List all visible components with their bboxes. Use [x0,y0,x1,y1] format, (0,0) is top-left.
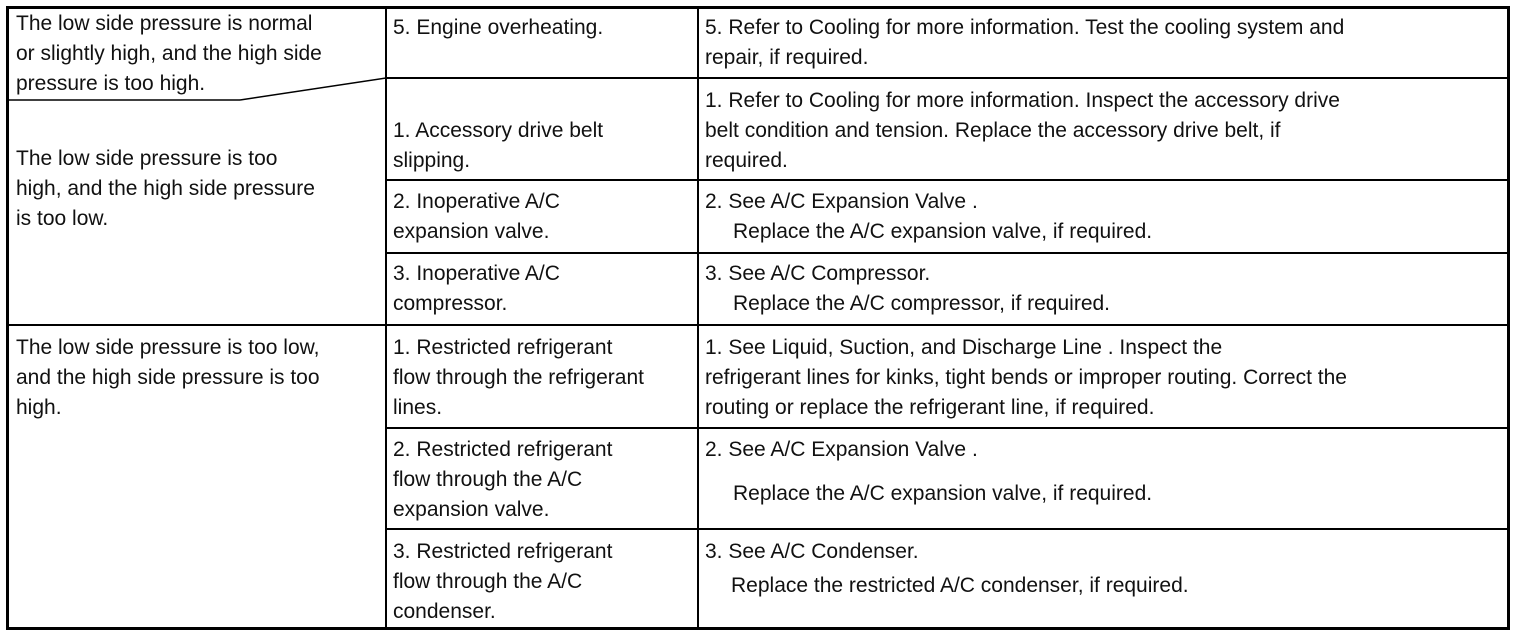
action-line: 3. See A/C Condenser. [705,540,919,563]
cause-cell [387,435,618,525]
action-line: 2. See A/C Expansion Valve . [705,190,978,213]
action-cell [699,13,1350,73]
cause-line: compressor. [393,292,508,315]
action-line: Replace the restricted A/C condenser, if required. [731,574,1189,597]
cause-line: lines. [393,396,443,419]
action-line: routing or replace the refrigerant line, if required. [705,396,1155,419]
action-cell [699,187,1158,247]
action-line: refrigerant lines for kinks, tight bends or improper routing. Correct the [705,366,1347,389]
cause-line: flow through the A/C [393,570,583,593]
cause-cell [387,333,650,423]
cause-cell [387,259,566,319]
action-cell [699,86,1346,176]
cause-cell [387,187,566,247]
action-cell [699,333,1353,423]
cause-line: flow through the A/C [393,468,583,491]
cause-line: 5. Engine overheating. [393,16,604,39]
action-cell [699,537,1195,601]
action-line: Replace the A/C compressor, if required. [733,292,1111,315]
condition-cell [10,333,326,423]
cause-cell [387,116,609,176]
condition-cell [10,144,321,234]
cause-cell [387,537,618,627]
cause-line: condenser. [393,600,496,623]
action-line: 5. Refer to Cooling for more information. Test the cooling system and [705,16,1345,39]
action-cell [699,435,1158,509]
action-line: Replace the A/C expansion valve, if required. [733,220,1153,243]
action-line: 1. Refer to Cooling for more information. Inspect the accessory drive [705,89,1340,112]
cause-line: slipping. [393,149,471,172]
cause-line: 2. Inoperative A/C [393,190,560,213]
cause-line: 1. Accessory drive belt [393,119,604,142]
condition-line: The low side pressure is too [16,147,278,170]
action-line: 1. See Liquid, Suction, and Discharge Line . Inspect the [705,336,1223,359]
cause-line: 2. Restricted refrigerant [393,438,613,461]
cause-line: 3. Inoperative A/C [393,262,560,285]
condition-line: The low side pressure is normal [16,12,313,35]
action-cell [699,259,1116,319]
cause-line: expansion valve. [393,498,550,521]
condition-line: or slightly high, and the high side [16,42,322,65]
action-line: repair, if required. [705,46,869,69]
action-line: belt condition and tension. Replace the accessory drive belt, if [705,119,1281,142]
cause-line: 3. Restricted refrigerant [393,540,613,563]
cause-line: 1. Restricted refrigerant [393,336,613,359]
cause-line: expansion valve. [393,220,550,243]
condition-line: is too low. [16,207,109,230]
cause-line: flow through the refrigerant [393,366,644,389]
condition-line: and the high side pressure is too [16,366,320,389]
action-line: required. [705,149,788,172]
action-line: Replace the A/C expansion valve, if required. [733,482,1153,505]
condition-cell [10,9,328,99]
action-line: 3. See A/C Compressor. [705,262,931,285]
action-line: 2. See A/C Expansion Valve . [705,438,978,461]
condition-line: The low side pressure is too low, [16,336,320,359]
condition-line: pressure is too high. [16,72,206,95]
cause-cell [387,13,609,43]
condition-line: high, and the high side pressure [16,177,315,200]
condition-line: high. [16,396,62,419]
